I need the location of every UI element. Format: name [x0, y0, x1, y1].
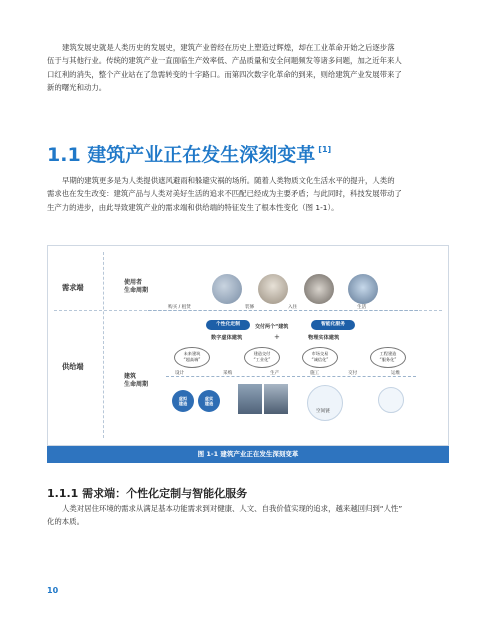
smart-service-pill: 智能化服务	[311, 320, 355, 330]
label-divider	[103, 252, 104, 438]
purchase-photo	[212, 274, 242, 304]
intro-line: 建筑发展史就是人类历史的发展史，建筑产业曾经在历史上塑造过辉煌，却在工业革命开始之后逐步落	[62, 43, 395, 52]
living-photo	[348, 274, 378, 304]
building-lifecycle-label: 建筑 生命周期	[124, 373, 149, 388]
section-line: 需求也在发生改变：建筑产品与人类对美好生活的追求不匹配已经成为主要矛盾；与此同时，科技发展带动了	[47, 189, 402, 199]
supply-side-label: 供给端	[62, 362, 84, 371]
customization-pill: 个性化定制	[206, 320, 250, 330]
stage-procurement: 采购	[223, 371, 233, 376]
oval-engineering: 工程建造 “服务化”	[370, 347, 406, 368]
stage-design: 设计	[175, 371, 185, 376]
subsection-heading: 1.1.1 需求端：个性化定制与智能化服务	[47, 487, 248, 500]
digital-building-label: 数字虚体建筑	[211, 335, 243, 341]
user-lifecycle-label: 使用者 生命周期	[124, 279, 149, 294]
figure-caption: 图 1-1 建筑产业正在发生深刻变革	[47, 446, 449, 463]
virtual-construction-icon: 虚拟 建造	[172, 390, 194, 412]
section-title: 1.1 建筑产业正在发生深刻变革	[47, 144, 316, 166]
stage-purchase: 购买 / 租赁	[168, 305, 191, 310]
intro-line: 口红利的消失，整个产业站在了急需转变的十字路口。而第四次数字化革命的到来，则给建筑产业发展带来了	[47, 69, 402, 79]
section-paragraph	[47, 174, 449, 214]
intro-line: 伍于与其他行业。传统的建筑产业一直面临生产效率低、产品质量和安全问题频发等诸多问题，加之近年来人	[47, 56, 402, 66]
stage-construction: 施工	[310, 371, 320, 376]
space-chain-icon	[307, 385, 343, 421]
section-line: 早期的建筑更多是为人类提供遮风避雨和躲避灾祸的场所。随着人类物质文化生活水平的提升，人类的	[62, 176, 395, 185]
section-heading	[47, 140, 331, 167]
move-in-photo	[304, 274, 334, 304]
oval-construction-delivery: 建造交付 “工业化”	[244, 347, 280, 368]
plus-sign: +	[274, 333, 280, 341]
figure-diagram	[47, 245, 449, 446]
virtual-real-construction-icon: 虚实 建造	[198, 390, 220, 412]
subsection-paragraph	[47, 502, 449, 529]
subsection-line: 人类对居住环境的需求从满足基本功能需求到对健康、人文、自我价值实现的追求，越来越回归到“人性”	[62, 504, 403, 513]
page-number: 10	[47, 586, 59, 595]
oval-market-trade: 市场交易 “诚信化”	[302, 347, 338, 368]
factory-photo	[238, 384, 262, 414]
intro-line: 新的曙光和动力。	[47, 83, 107, 93]
stage-renovation: 装修	[245, 305, 255, 310]
user-timeline	[148, 310, 418, 311]
section-line: 生产力的进步，由此导致建筑产业的需求端和供给端的特征发生了根本性变化（图 1-1）。	[47, 202, 339, 212]
stage-delivery: 交付	[348, 371, 358, 376]
physical-building-label: 物理实体建筑	[308, 335, 340, 341]
stage-living: 生活	[357, 305, 367, 310]
intro-paragraph	[47, 41, 449, 95]
stage-operation: 运维	[391, 371, 401, 376]
space-chain-label: 空间链	[316, 409, 330, 414]
renovation-photo	[258, 274, 288, 304]
demand-side-label: 需求端	[62, 283, 84, 292]
service-icon	[378, 387, 404, 413]
stage-production: 生产	[270, 371, 280, 376]
building-timeline	[166, 376, 416, 377]
subsection-line: 化的本质。	[47, 517, 84, 527]
stage-move-in: 入住	[288, 305, 298, 310]
citation-ref[interactable]: [1]	[318, 145, 332, 154]
construction-site-photo	[264, 384, 288, 414]
delivery-text: 交付两个“建筑	[255, 324, 289, 330]
oval-future-building: 未来建筑 “超高端”	[174, 347, 210, 368]
